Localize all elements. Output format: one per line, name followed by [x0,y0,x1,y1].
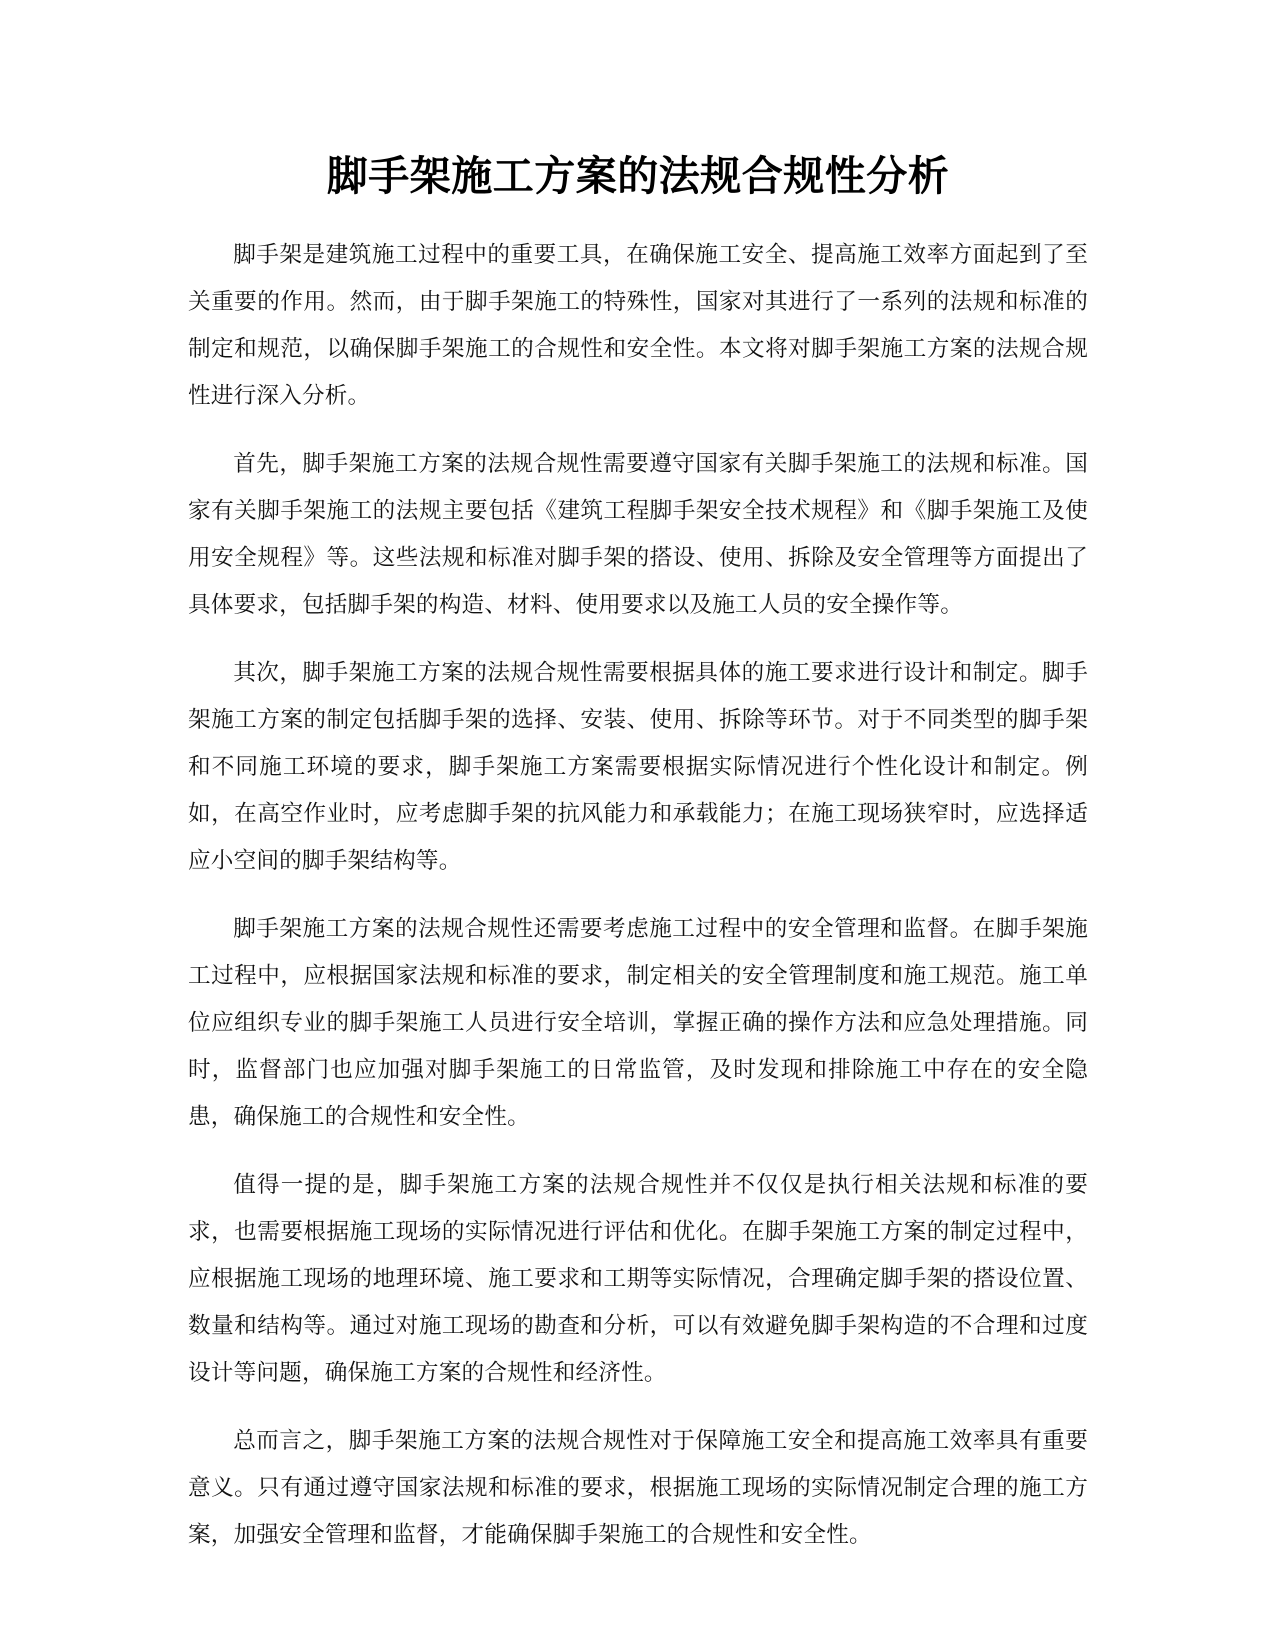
paragraph-evaluation: 值得一提的是，脚手架施工方案的法规合规性并不仅仅是执行相关法规和标准的要求，也需要根据施工现场的实际情况进行评估和优化。在脚手架施工方案的制定过程中，应根据施工现场的地理环境、施工要求和工期等实际情况，合理确定脚手架的搭设位置、数量和结构等。通过对施工现场的勘查和分析，可以有效避免脚手架构造的不合理和过度设计等问题，确保施工方案的合规性和经济性。 [188,1172,1088,1386]
document-body [188,232,1088,1580]
document-title: 脚手架施工方案的法规合规性分析 [326,152,950,200]
paragraph-safety-management: 脚手架施工方案的法规合规性还需要考虑施工过程中的安全管理和监督。在脚手架施工过程中，应根据国家法规和标准的要求，制定相关的安全管理制度和施工规范。施工单位应组织专业的脚手架施工人员进行安全培训，掌握正确的操作方法和应急处理措施。同时，监督部门也应加强对脚手架施工的日常监管，及时发现和排除施工中存在的安全隐患，确保施工的合规性和安全性。 [188,916,1088,1130]
paragraph-design: 其次，脚手架施工方案的法规合规性需要根据具体的施工要求进行设计和制定。脚手架施工方案的制定包括脚手架的选择、安装、使用、拆除等环节。对于不同类型的脚手架和不同施工环境的要求，脚手架施工方案需要根据实际情况进行个性化设计和制定。例如，在高空作业时，应考虑脚手架的抗风能力和承载能力；在施工现场狭窄时，应选择适应小空间的脚手架结构等。 [188,660,1088,874]
paragraph-intro: 脚手架是建筑施工过程中的重要工具，在确保施工安全、提高施工效率方面起到了至关重要的作用。然而，由于脚手架施工的特殊性，国家对其进行了一系列的法规和标准的制定和规范，以确保脚手架施工的合规性和安全性。本文将对脚手架施工方案的法规合规性进行深入分析。 [188,242,1088,409]
paragraph-conclusion: 总而言之，脚手架施工方案的法规合规性对于保障施工安全和提高施工效率具有重要意义。只有通过遵守国家法规和标准的要求，根据施工现场的实际情况制定合理的施工方案，加强安全管理和监督，才能确保脚手架施工的合规性和安全性。 [188,1428,1088,1548]
paragraph-regulations: 首先，脚手架施工方案的法规合规性需要遵守国家有关脚手架施工的法规和标准。国家有关脚手架施工的法规主要包括《建筑工程脚手架安全技术规程》和《脚手架施工及使用安全规程》等。这些法规和标准对脚手架的搭设、使用、拆除及安全管理等方面提出了具体要求，包括脚手架的构造、材料、使用要求以及施工人员的安全操作等。 [188,451,1088,618]
